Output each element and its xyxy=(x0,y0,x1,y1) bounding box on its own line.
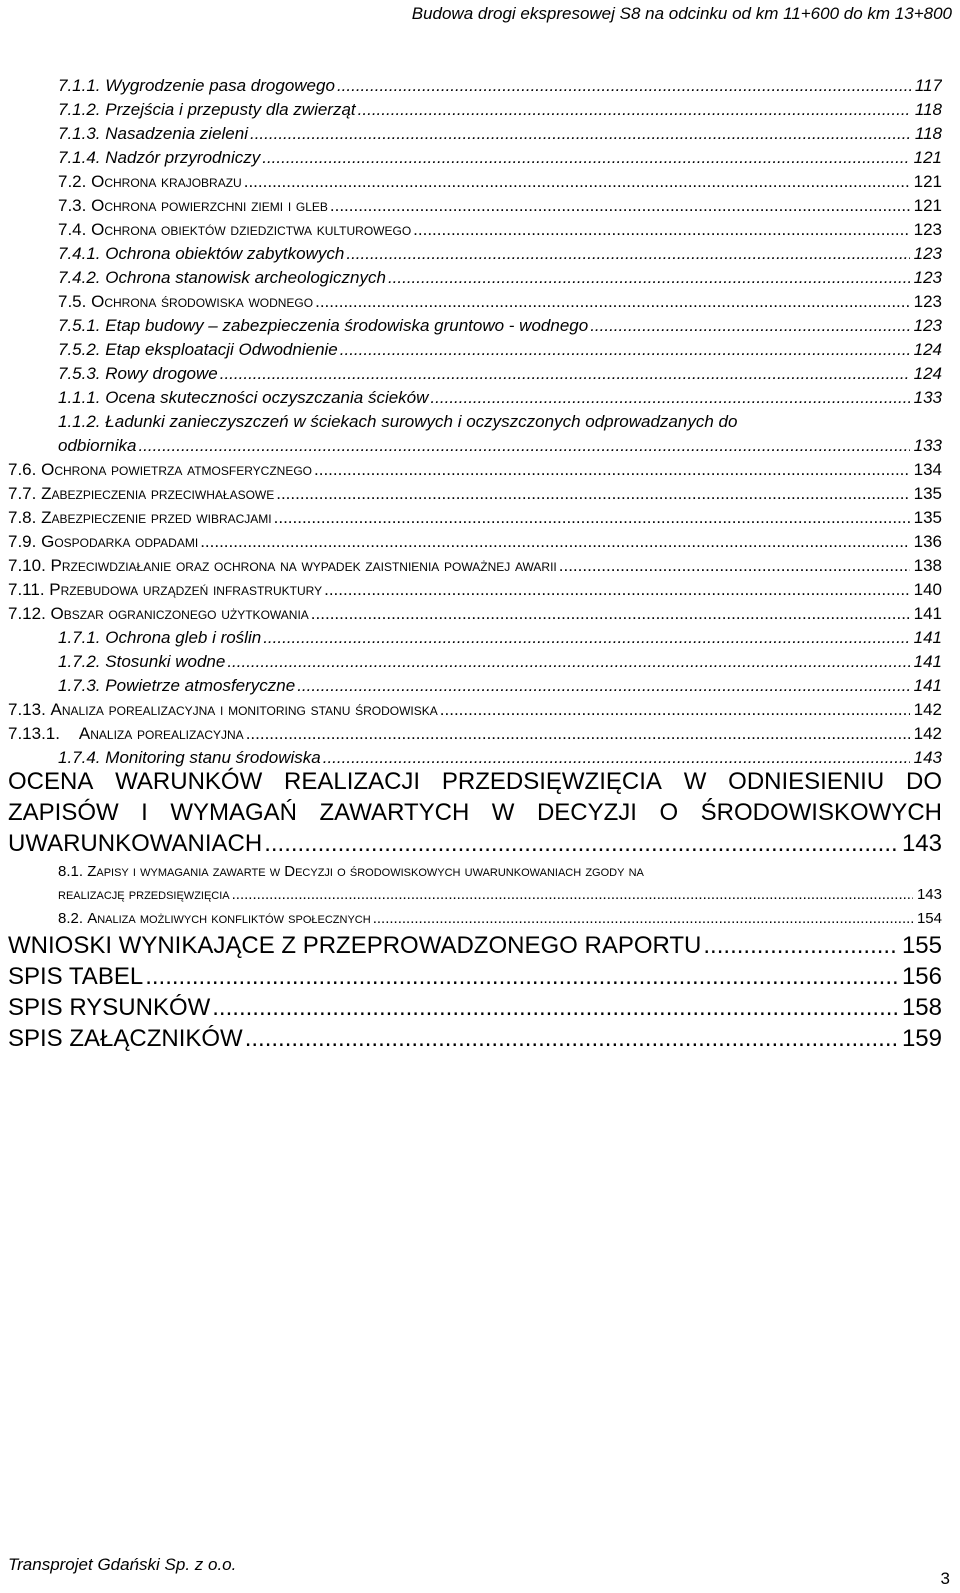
toc-entry[interactable] xyxy=(8,724,942,744)
toc-page: 141 xyxy=(913,604,942,623)
toc-title: Zapisy i wymagania zawarte w Decyzji o środowiskowych uwarunkowaniach zgody na xyxy=(87,863,644,880)
toc-entry[interactable] xyxy=(8,484,942,504)
leader-dots xyxy=(311,604,910,624)
toc-number: 7.7. xyxy=(8,484,37,503)
toc-entry[interactable] xyxy=(58,676,942,696)
toc-chapter[interactable] xyxy=(8,994,942,1022)
toc-title: Ochrona gleb i roślin xyxy=(105,628,262,647)
toc-number: 1.1.2. xyxy=(58,412,101,431)
toc-title: Gospodarka odpadami xyxy=(41,532,199,551)
toc-title: Wygrodzenie pasa drogowego xyxy=(105,76,335,95)
toc-title: Zabezpieczenia przeciwhałasowe xyxy=(41,484,275,503)
toc-title: Ochrona środowiska wodnego xyxy=(91,292,314,311)
leader-dots xyxy=(250,124,911,144)
toc-page: 135 xyxy=(913,508,942,527)
leader-dots xyxy=(324,580,910,600)
toc-entry-continuation[interactable] xyxy=(58,436,942,456)
toc-number: 7.1.2. xyxy=(58,100,101,119)
leader-dots xyxy=(145,963,898,991)
toc-page: 142 xyxy=(913,700,942,719)
toc-number: 7.5.2. xyxy=(58,340,101,359)
toc-page: 123 xyxy=(913,268,942,287)
heading-word: WARUNKÓW xyxy=(115,768,263,795)
toc-title: UWARUNKOWANIACH xyxy=(8,830,263,857)
toc-title: Zabezpieczenie przed wibracjami xyxy=(41,508,272,527)
toc-entry[interactable] xyxy=(58,220,942,240)
toc-title: Etap budowy – zabezpieczenia środowiska gruntowo - wodnego xyxy=(105,316,589,335)
leader-dots xyxy=(413,220,909,240)
leader-dots xyxy=(388,268,910,288)
leader-dots xyxy=(274,508,910,528)
heading-word: ZAPISÓW xyxy=(8,799,119,826)
leader-dots xyxy=(232,886,913,903)
toc-number: 7.9. xyxy=(8,532,37,551)
toc-page: 143 xyxy=(916,886,942,903)
toc-title: Ochrona powietrza atmosferycznego xyxy=(41,460,312,479)
toc-page: 133 xyxy=(913,388,942,407)
toc-entry[interactable] xyxy=(58,316,942,336)
toc-entry[interactable] xyxy=(58,910,942,927)
toc-number: 1.7.4. xyxy=(58,748,101,767)
toc-chapter[interactable] xyxy=(8,932,942,960)
leader-dots xyxy=(314,460,910,480)
toc-number: 7.10. xyxy=(8,556,46,575)
toc-entry[interactable] xyxy=(58,292,942,312)
toc-title: Stosunki wodne xyxy=(105,652,226,671)
toc-title: Ochrona obiektów dziedzictwa kulturowego xyxy=(91,220,412,239)
heading-word: DO xyxy=(905,768,942,795)
leader-dots xyxy=(430,388,909,408)
toc-number: 7.12. xyxy=(8,604,46,623)
toc-title: Nasadzenia zieleni xyxy=(105,124,248,143)
toc-entry[interactable] xyxy=(58,76,942,96)
toc-title: Ochrona powierzchni ziemi i gleb xyxy=(91,196,328,215)
toc-number: 7.1.4. xyxy=(58,148,101,167)
toc-title: Ochrona obiektów zabytkowych xyxy=(105,244,345,263)
toc-title-continuation: realizację przedsięwzięcia xyxy=(58,886,230,903)
toc-number: 8.1. xyxy=(58,863,84,880)
leader-dots xyxy=(264,830,898,858)
toc-title: Powietrze atmosferyczne xyxy=(105,676,296,695)
toc-entry[interactable] xyxy=(58,268,942,288)
toc-chapter[interactable] xyxy=(8,963,942,991)
toc-number: 7.2. xyxy=(58,172,87,191)
toc-page: 138 xyxy=(913,556,942,575)
toc-entry[interactable] xyxy=(8,700,942,720)
leader-dots xyxy=(590,316,909,336)
toc-page: 142 xyxy=(913,724,942,743)
footer-company: Transprojet Gdański Sp. z o.o. xyxy=(8,1555,237,1574)
chapter-heading-line-3[interactable] xyxy=(8,830,942,858)
toc-page: 123 xyxy=(913,244,942,263)
leader-dots xyxy=(212,994,898,1022)
toc-page: 123 xyxy=(913,220,942,239)
toc-page: 140 xyxy=(913,580,942,599)
toc-entry[interactable] xyxy=(58,388,942,408)
toc-title: WNIOSKI WYNIKAJĄCE Z PRZEPROWADZONEGO RAPORTU xyxy=(8,932,702,959)
toc-entry[interactable] xyxy=(8,604,942,624)
toc-number: 7.8. xyxy=(8,508,37,527)
toc-page: 141 xyxy=(913,628,942,647)
toc-entry[interactable] xyxy=(58,652,942,672)
heading-word: PRZEDSIĘWZIĘCIA xyxy=(441,768,662,795)
toc-title: Rowy drogowe xyxy=(105,364,218,383)
leader-dots xyxy=(297,676,909,696)
toc-entry[interactable] xyxy=(8,460,942,480)
toc-title-continuation: odbiornika xyxy=(58,436,137,455)
toc-page: 141 xyxy=(913,652,942,671)
leader-dots xyxy=(246,724,910,744)
toc-page: 143 xyxy=(913,748,942,767)
toc-page: 158 xyxy=(901,994,942,1021)
toc-title: Ocena skuteczności oczyszczania ścieków xyxy=(105,388,429,407)
leader-dots xyxy=(227,652,909,672)
toc-number: 7.6. xyxy=(8,460,37,479)
leader-dots xyxy=(559,556,910,576)
toc-page: 135 xyxy=(913,484,942,503)
heading-word: ŚRODOWISKOWYCH xyxy=(700,799,942,826)
toc-entry[interactable] xyxy=(58,628,942,648)
toc-title: Analiza porealizacyjna i monitoring stanu środowiska xyxy=(50,700,438,719)
toc-title: Nadzór przyrodniczy xyxy=(105,148,261,167)
toc-title: Obszar ograniczonego użytkowania xyxy=(50,604,309,623)
toc-number: 7.5.1. xyxy=(58,316,101,335)
toc-page: 123 xyxy=(913,292,942,311)
leader-dots xyxy=(358,100,911,120)
toc-number: 7.4.2. xyxy=(58,268,101,287)
toc-entry[interactable] xyxy=(58,148,942,168)
toc-page: 156 xyxy=(901,963,942,990)
heading-word: ZAWARTYCH xyxy=(319,799,470,826)
leader-dots xyxy=(245,1025,898,1053)
toc-entry[interactable] xyxy=(8,556,942,576)
toc-page: 159 xyxy=(901,1025,942,1052)
toc-number: 1.7.1. xyxy=(58,628,101,647)
toc-entry[interactable] xyxy=(8,508,942,528)
toc-title: SPIS RYSUNKÓW xyxy=(8,994,211,1021)
leader-dots xyxy=(276,484,909,504)
toc-page: 124 xyxy=(913,340,942,359)
toc-number: 7.4. xyxy=(58,220,87,239)
leader-dots xyxy=(244,172,910,192)
toc-page: 155 xyxy=(901,932,942,959)
toc-entry[interactable] xyxy=(58,172,942,192)
toc-title: Etap eksploatacji Odwodnienie xyxy=(105,340,338,359)
toc-number: 1.7.3. xyxy=(58,676,101,695)
leader-dots xyxy=(330,196,910,216)
leader-dots xyxy=(346,244,909,264)
toc-title: Ładunki zanieczyszczeń w ściekach surowych i oczyszczonych odprowadzanych do xyxy=(105,412,738,431)
toc-chapter[interactable] xyxy=(8,1025,942,1053)
toc-entry[interactable] xyxy=(58,100,942,120)
toc-title: SPIS TABEL xyxy=(8,963,144,990)
toc-entry[interactable] xyxy=(58,748,942,768)
toc-page: 134 xyxy=(913,460,942,479)
heading-word: W xyxy=(491,799,515,826)
leader-dots xyxy=(323,748,910,768)
toc-page: 118 xyxy=(914,124,942,143)
toc-number: 7.4.1. xyxy=(58,244,101,263)
toc-entry[interactable] xyxy=(8,580,942,600)
toc-entry[interactable] xyxy=(58,196,942,216)
toc-number: 7.1.3. xyxy=(58,124,101,143)
toc-page: 154 xyxy=(916,910,942,927)
chapter-heading-line-1[interactable] xyxy=(8,768,942,796)
toc-page: 124 xyxy=(913,364,942,383)
toc-number: 7.3. xyxy=(58,196,87,215)
toc-title: Analiza porealizacyjna xyxy=(78,724,244,743)
leader-dots xyxy=(440,700,910,720)
toc-number: 7.5. xyxy=(58,292,87,311)
heading-word: I xyxy=(141,799,148,826)
toc-page: 143 xyxy=(901,830,942,857)
leader-dots xyxy=(315,292,910,312)
toc-entry-first-line[interactable] xyxy=(58,863,644,880)
leader-dots xyxy=(138,436,909,456)
heading-word: OCENA xyxy=(8,768,94,795)
heading-word: O xyxy=(659,799,679,826)
heading-word: WYMAGAŃ xyxy=(170,799,298,826)
toc-entry[interactable] xyxy=(58,364,942,384)
heading-word: ODNIESIENIU xyxy=(728,768,885,795)
toc-page: 123 xyxy=(913,316,942,335)
toc-title: Monitoring stanu środowiska xyxy=(105,748,321,767)
toc-entry-continuation[interactable] xyxy=(58,886,942,903)
toc-entry[interactable] xyxy=(58,124,942,144)
toc-title: Ochrona krajobrazu xyxy=(91,172,242,191)
toc-entry[interactable] xyxy=(8,532,942,552)
toc-entry[interactable] xyxy=(58,340,942,360)
heading-word: REALIZACJI xyxy=(284,768,421,795)
leader-dots xyxy=(703,932,898,960)
toc-title: Ochrona stanowisk archeologicznych xyxy=(105,268,386,287)
leader-dots xyxy=(263,628,909,648)
toc-page: 118 xyxy=(914,100,942,119)
toc-number: 7.5.3. xyxy=(58,364,101,383)
toc-number: 1.1.1. xyxy=(58,388,101,407)
running-header: Budowa drogi ekspresowej S8 na odcinku od km 11+600 do km 13+800 xyxy=(411,4,952,23)
toc-page: 136 xyxy=(913,532,942,551)
toc-page: 121 xyxy=(913,196,942,215)
toc-number: 8.2. xyxy=(58,910,84,927)
leader-dots xyxy=(262,148,909,168)
leader-dots xyxy=(337,76,911,96)
toc-title: SPIS ZAŁĄCZNIKÓW xyxy=(8,1025,243,1052)
toc-title: Analiza możliwych konfliktów społecznych xyxy=(87,910,371,927)
toc-number: 7.1.1. xyxy=(58,76,101,95)
toc-title: Przebudowa urządzeń infrastruktury xyxy=(49,580,323,599)
leader-dots xyxy=(220,364,910,384)
toc-number: 7.11. xyxy=(8,580,45,599)
leader-dots xyxy=(373,910,913,927)
toc-page: 121 xyxy=(913,172,942,191)
toc-entry[interactable] xyxy=(58,244,942,264)
toc-page: 117 xyxy=(914,76,942,95)
toc-number: 7.13.1. xyxy=(8,724,60,743)
heading-word: W xyxy=(683,768,707,795)
toc-number: 1.7.2. xyxy=(58,652,101,671)
heading-word: DECYZJI xyxy=(536,799,637,826)
leader-dots xyxy=(200,532,909,552)
page-number: 3 xyxy=(940,1569,950,1588)
toc-page: 121 xyxy=(913,148,942,167)
toc-title: Przeciwdziałanie oraz ochrona na wypadek zaistnienia poważnej awarii xyxy=(50,556,557,575)
toc-entry-first-line[interactable] xyxy=(58,412,737,432)
toc-page: 141 xyxy=(913,676,942,695)
toc-page: 133 xyxy=(913,436,942,455)
leader-dots xyxy=(340,340,910,360)
toc-title: Przejścia i przepusty dla zwierząt xyxy=(105,100,356,119)
toc-number: 7.13. xyxy=(8,700,46,719)
chapter-heading-line-2[interactable] xyxy=(8,799,942,827)
